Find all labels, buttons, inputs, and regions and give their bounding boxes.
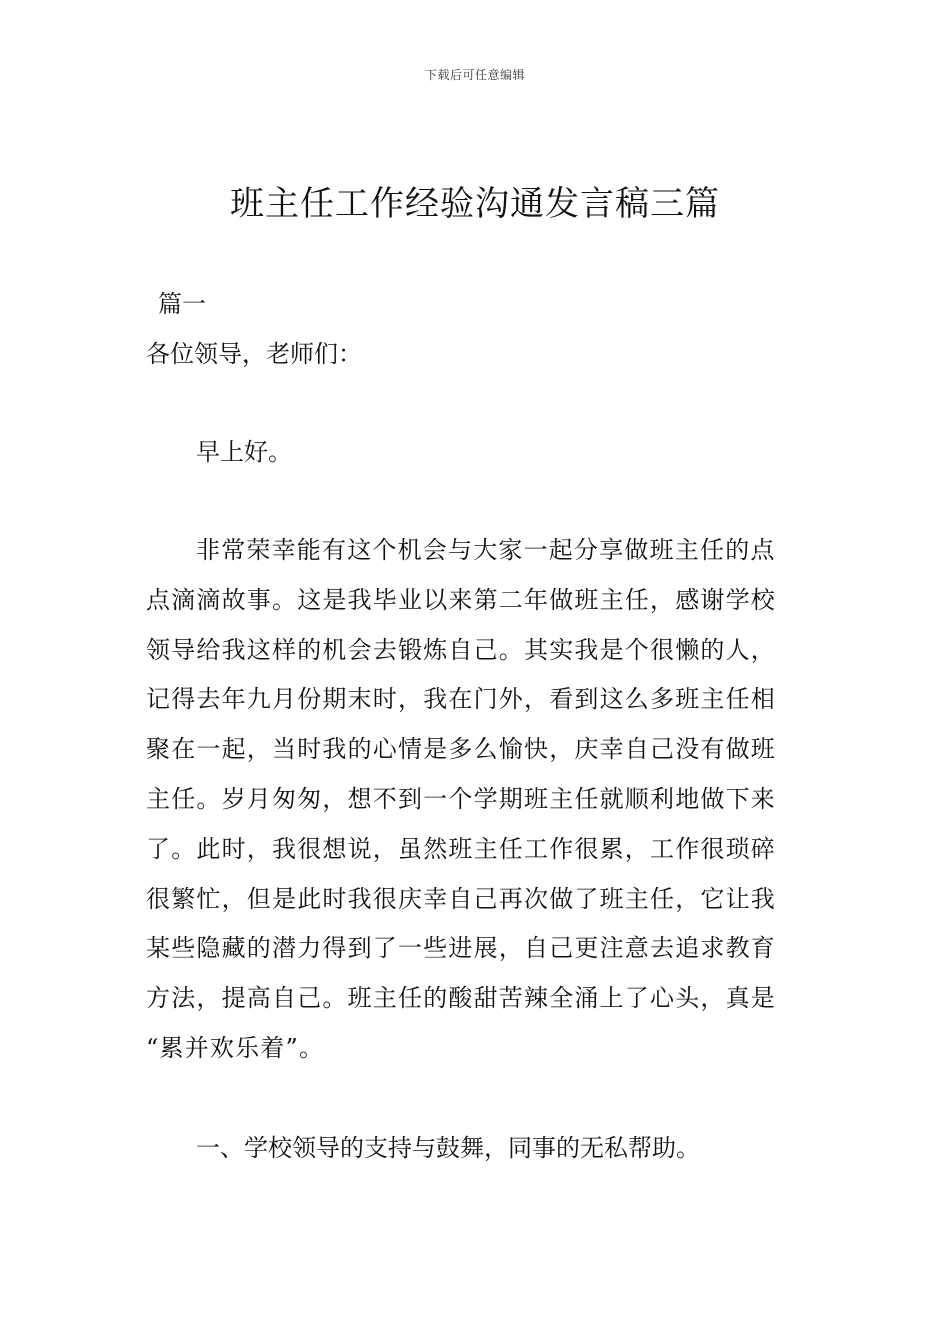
document-title: 班主任工作经验沟通发言稿三篇 <box>230 184 720 224</box>
section-label: 篇一 <box>158 290 206 318</box>
paragraph-line: 某些隐藏的潜力得到了一些进展，自己更注意去追求教育 <box>146 934 776 963</box>
paragraph-line: 领导给我这样的机会去锻炼自己。其实我是个很懒的人， <box>146 635 776 664</box>
greeting: 早上好。 <box>196 438 292 466</box>
header-note: 下载后可任意编辑 <box>424 68 525 82</box>
paragraph-line: 记得去年九月份期末时，我在门外，看到这么多班主任相 <box>146 685 776 714</box>
paragraph-line: “累并欢乐着”。 <box>146 1033 325 1062</box>
paragraph-line: 很繁忙，但是此时我很庆幸自己再次做了班主任，它让我 <box>146 884 776 913</box>
section-heading: 一、学校领导的支持与鼓舞，同事的无私帮助。 <box>196 1134 700 1162</box>
salutation: 各位领导，老师们： <box>146 340 362 368</box>
body-paragraph <box>146 530 808 1078</box>
paragraph-line: 聚在一起，当时我的心情是多么愉快，庆幸自己没有做班 <box>146 735 776 764</box>
paragraph-line: 主任。岁月匆匆，想不到一个学期班主任就顺利地做下来 <box>146 784 776 813</box>
paragraph-line: 方法，提高自己。班主任的酸甜苦辣全涌上了心头，真是 <box>146 984 776 1013</box>
paragraph-line: 非常荣幸能有这个机会与大家一起分享做班主任的点 <box>196 536 776 564</box>
paragraph-line: 了。此时，我很想说，虽然班主任工作很累，工作很琐碎 <box>146 834 776 863</box>
paragraph-line: 点滴滴故事。这是我毕业以来第二年做班主任，感谢学校 <box>146 585 776 614</box>
